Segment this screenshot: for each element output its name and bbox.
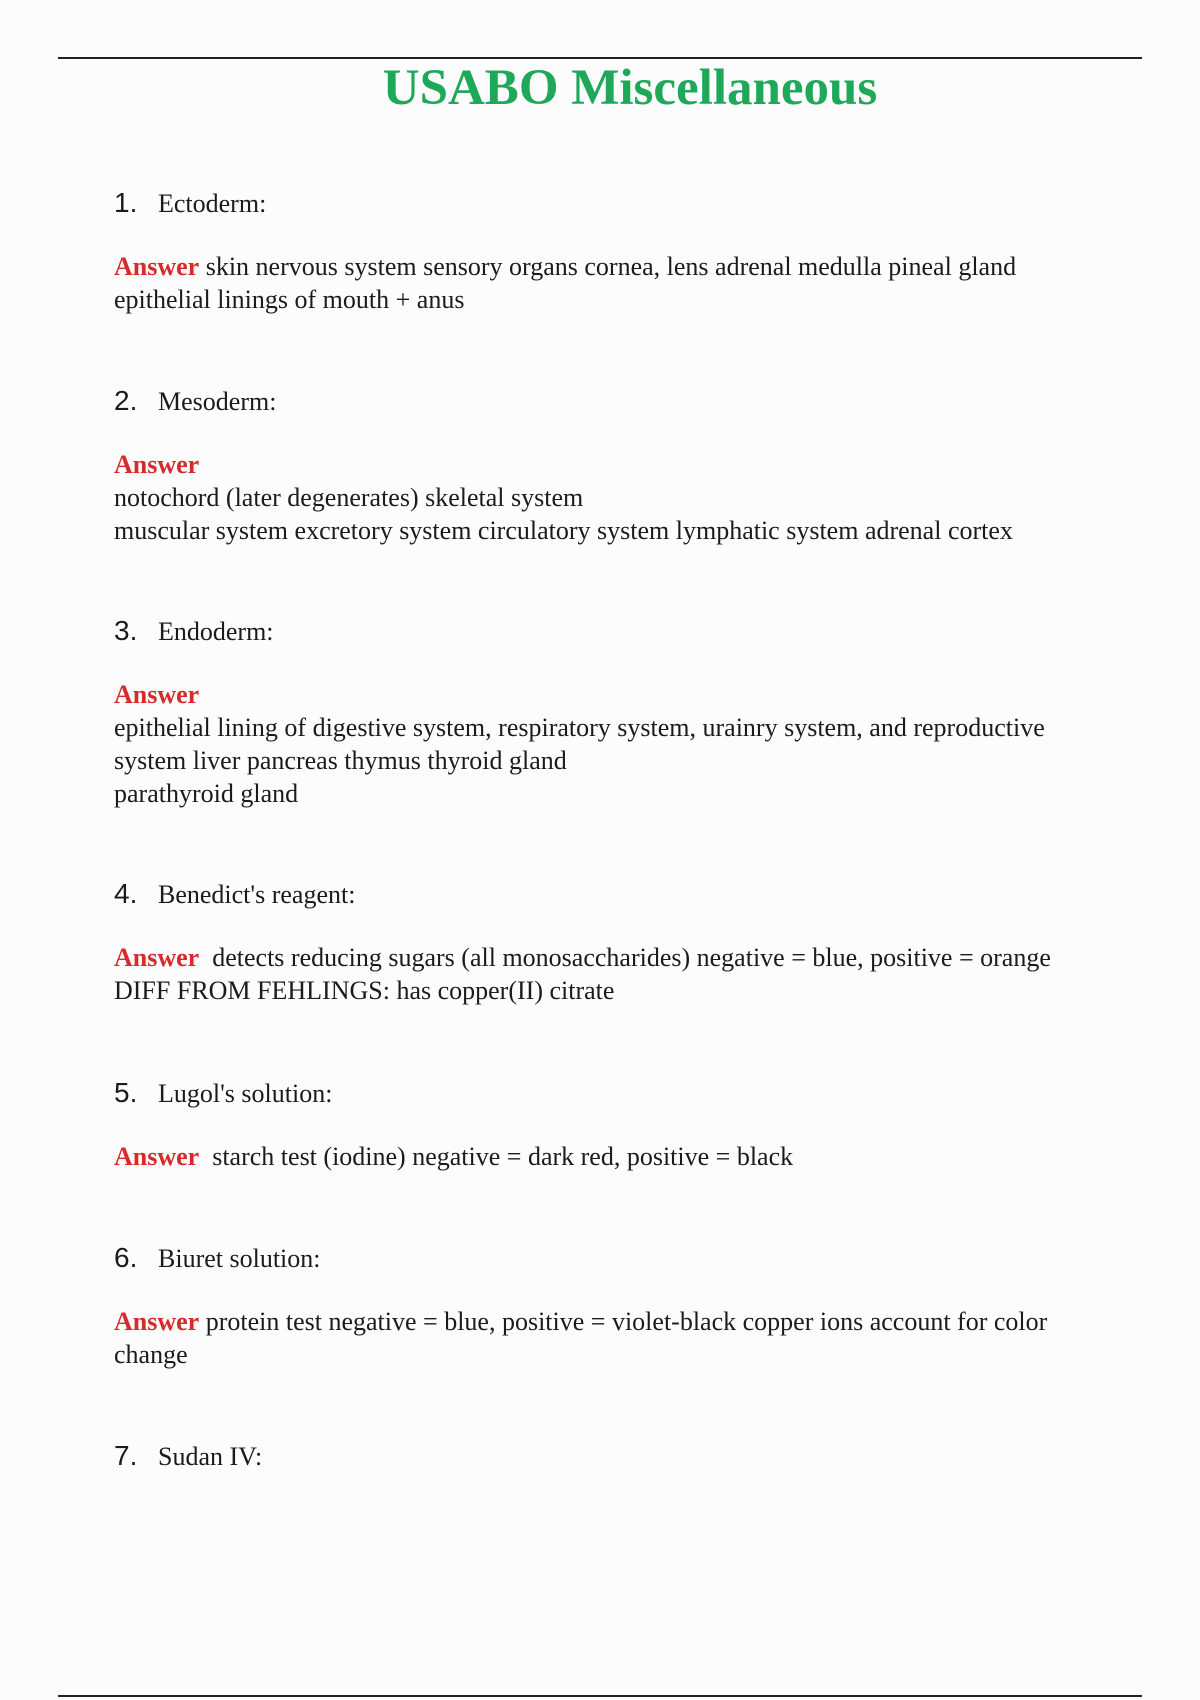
- question-text: Ectoderm:: [158, 189, 267, 218]
- question-number: 4.: [114, 878, 138, 909]
- answer-6: [114, 1305, 1134, 1371]
- answer-label: Answer: [114, 680, 200, 709]
- answer-line: DIFF FROM FEHLINGS: has copper(II) citrate: [114, 976, 615, 1005]
- answer-label: Answer: [114, 252, 200, 281]
- question-text: Benedict's reagent:: [158, 880, 356, 909]
- question-text: Mesoderm:: [158, 387, 277, 416]
- page-title: USABO Miscellaneous: [382, 60, 878, 116]
- question-5: [114, 1076, 1134, 1110]
- question-number: 2.: [114, 385, 138, 416]
- question-4: [114, 877, 1134, 911]
- question-text: Lugol's solution:: [158, 1079, 333, 1108]
- question-7: [114, 1439, 1134, 1473]
- question-1: [114, 186, 1134, 220]
- answer-line: epithelial lining of digestive system, respiratory system, urainry system, and reproductive: [114, 713, 1045, 742]
- question-text: Sudan IV:: [158, 1442, 263, 1471]
- answer-1: [114, 250, 1134, 316]
- answer-line: system liver pancreas thymus thyroid gland: [114, 746, 567, 775]
- qa-item-1: [114, 186, 1134, 316]
- question-number: 6.: [114, 1242, 138, 1273]
- answer-label: Answer: [114, 450, 200, 479]
- question-2: [114, 384, 1134, 418]
- qa-item-6: [114, 1241, 1134, 1371]
- question-number: 5.: [114, 1077, 138, 1108]
- qa-item-4: [114, 877, 1134, 1007]
- qa-item-3: [114, 614, 1134, 810]
- qa-item-5: [114, 1076, 1134, 1173]
- answer-text: starch test (iodine) negative = dark red, positive = black: [199, 1142, 794, 1171]
- answer-line: notochord (later degenerates) skeletal system: [114, 483, 584, 512]
- answer-label: Answer: [114, 943, 200, 972]
- bottom-rule: [58, 1695, 1142, 1697]
- answer-line: parathyroid gland: [114, 779, 299, 808]
- qa-item-2: [114, 384, 1134, 547]
- question-text: Biuret solution:: [158, 1244, 321, 1273]
- question-6: [114, 1241, 1134, 1275]
- answer-text: skin nervous system sensory organs cornea, lens adrenal medulla pineal gland: [199, 252, 1017, 281]
- question-text: Endoderm:: [158, 617, 274, 646]
- answer-text: detects reducing sugars (all monosaccharides) negative = blue, positive = orange: [199, 943, 1051, 972]
- question-3: [114, 614, 1134, 648]
- answer-5: [114, 1140, 1134, 1173]
- answer-text: protein test negative = blue, positive = violet-black copper ions account for color: [199, 1307, 1048, 1336]
- answer-line: change: [114, 1340, 188, 1369]
- answer-2: [114, 448, 1134, 547]
- question-number: 1.: [114, 187, 138, 218]
- question-number: 3.: [114, 615, 138, 646]
- question-number: 7.: [114, 1440, 138, 1471]
- qa-item-7: [114, 1439, 1134, 1473]
- answer-label: Answer: [114, 1307, 200, 1336]
- answer-4: [114, 941, 1134, 1007]
- answer-line: epithelial linings of mouth + anus: [114, 285, 465, 314]
- answer-line: muscular system excretory system circulatory system lymphatic system adrenal cortex: [114, 516, 1013, 545]
- answer-3: [114, 678, 1134, 810]
- answer-label: Answer: [114, 1142, 200, 1171]
